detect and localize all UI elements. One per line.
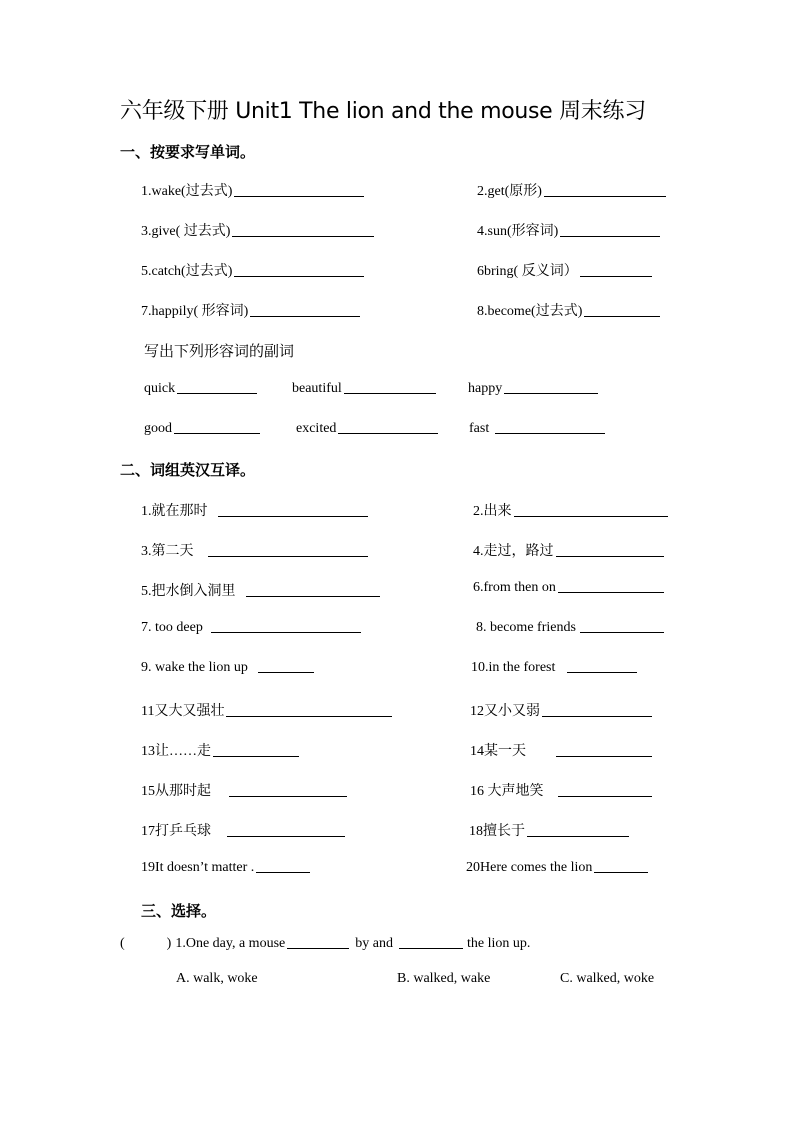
s1-item-7 [141,300,360,320]
answer-blank[interactable] [558,795,652,797]
section-1-heading: 一、按要求写单词。 [120,143,256,161]
s2-item-label: 18擅长于 [469,824,525,839]
adverb-item-fast [469,421,605,437]
answer-blank[interactable] [246,595,380,597]
section-3-heading: 三、选择。 [141,902,217,920]
adverb-item-good [144,421,260,437]
s2-item-9 [141,660,314,676]
s2-item-5 [141,580,380,600]
adverb-label: fast [469,421,490,436]
answer-blank[interactable] [399,947,463,949]
s2-item-16 [470,780,652,800]
adverb-item-happy [468,381,598,397]
s2-item-10 [471,660,637,676]
s2-item-15 [141,780,347,800]
s2-item-label: 12又小又弱 [470,704,540,719]
s2-item-label: 19It doesn’t matter . [141,860,255,875]
s1-item-label: 2.get(原形) [477,184,542,199]
answer-blank[interactable] [594,871,648,873]
s2-item-14 [470,740,652,760]
s1-item-label: 1.wake(过去式) [141,184,233,199]
question-text-part-3: the lion up. [466,936,531,951]
answer-blank[interactable] [556,755,652,757]
s2-item-label: 17打乒乓球 [141,824,211,839]
s1-item-label: 4.sun(形容词) [477,224,559,239]
s2-item-18 [469,820,629,840]
answer-blank[interactable] [544,195,666,197]
s2-item-label: 16 大声地笑 [470,784,544,799]
s2-item-label: 4.走过，路过 [473,544,554,559]
s2-item-7 [141,620,361,636]
adverb-subheading: 写出下列形容词的副词 [144,342,295,360]
s1-item-5 [141,260,364,280]
question-text-part-2: by and [355,936,393,951]
answer-blank[interactable] [287,947,349,949]
answer-blank[interactable] [177,392,257,394]
answer-blank[interactable] [211,631,361,633]
s1-item-1 [141,180,364,200]
adverb-item-excited [296,421,438,437]
s2-item-label: 3.第二天 [141,544,194,559]
answer-blank[interactable] [580,631,664,633]
adverb-label: quick [144,381,176,396]
answer-blank[interactable] [558,591,664,593]
option-a: A. walk, woke [176,971,258,986]
answer-blank[interactable] [567,671,637,673]
s1-item-2 [477,180,666,200]
s2-item-label: 7. too deep [141,620,203,635]
s2-item-20 [466,860,648,876]
answer-blank[interactable] [227,835,345,837]
answer-blank[interactable] [232,235,374,237]
s2-item-label: 15从那时起 [141,784,211,799]
s2-item-1 [141,500,368,520]
s2-item-label: 2.出来 [473,504,512,519]
s2-item-12 [470,700,652,720]
answer-blank[interactable] [556,555,664,557]
s1-item-label: 7.happily( 形容词) [141,304,249,319]
s2-item-label: 8. become friends [476,620,576,635]
adverb-item-quick [144,381,257,397]
answer-blank[interactable] [174,432,260,434]
s2-item-label: 1.就在那时 [141,504,208,519]
s1-item-label: 5.catch(过去式) [141,264,233,279]
answer-blank[interactable] [213,755,299,757]
s2-item-13 [141,740,299,760]
adverb-label: beautiful [292,381,342,396]
answer-blank[interactable] [560,235,660,237]
option-b: B. walked, wake [397,971,491,986]
s2-item-label: 13让……走 [141,744,211,759]
s1-item-label: 8.become(过去式) [477,304,583,319]
answer-blank[interactable] [514,515,668,517]
answer-paren-space[interactable] [127,948,167,949]
answer-blank[interactable] [208,555,368,557]
adverb-label: excited [296,421,337,436]
answer-paren-open: ( [120,936,125,951]
s2-item-8 [476,620,664,636]
s2-item-label: 6.from then on [473,580,556,595]
answer-blank[interactable] [218,515,368,517]
s2-item-label: 5.把水倒入洞里 [141,584,236,599]
adverb-label: happy [468,381,503,396]
answer-blank[interactable] [256,871,310,873]
s1-item-label: 3.give( 过去式) [141,224,231,239]
s1-item-4 [477,220,660,240]
answer-blank[interactable] [250,315,360,317]
s2-item-label: 20Here comes the lion [466,860,593,875]
s2-item-label: 14某一天 [470,744,526,759]
s1-item-3 [141,220,374,240]
answer-paren-close: ) [166,936,172,951]
answer-blank[interactable] [495,432,605,434]
answer-blank[interactable] [584,315,660,317]
s2-item-label: 9. wake the lion up [141,660,248,675]
answer-blank[interactable] [226,715,392,717]
answer-blank[interactable] [527,835,629,837]
answer-blank[interactable] [234,275,364,277]
answer-blank[interactable] [338,432,438,434]
s2-item-label: 11又大又强壮 [141,704,225,719]
s1-item-label: 6bring( 反义词） [477,264,578,279]
s2-item-3 [141,540,368,560]
s2-item-17 [141,820,345,840]
adverb-item-beautiful [292,381,436,397]
answer-blank[interactable] [234,195,364,197]
s2-item-11 [141,700,392,720]
s2-item-19 [141,860,310,876]
s2-item-label: 10.in the forest [471,660,556,675]
s2-item-6 [473,580,664,596]
s1-item-8 [477,300,660,320]
choice-question-1 [120,936,530,952]
answer-blank[interactable] [542,715,652,717]
option-c: C. walked, woke [560,971,655,986]
answer-blank[interactable] [344,392,436,394]
question-text-part-1: 1.One day, a mouse [175,936,286,951]
s1-item-6 [477,260,652,280]
answer-blank[interactable] [580,275,652,277]
answer-blank[interactable] [504,392,598,394]
answer-blank[interactable] [229,795,347,797]
page-title: 六年级下册 Unit1 The lion and the mouse 周末练习 [120,99,646,124]
adverb-label: good [144,421,172,436]
s2-item-4 [473,540,664,560]
s2-item-2 [473,500,668,520]
answer-blank[interactable] [258,671,314,673]
section-2-heading: 二、词组英汉互译。 [120,461,256,479]
